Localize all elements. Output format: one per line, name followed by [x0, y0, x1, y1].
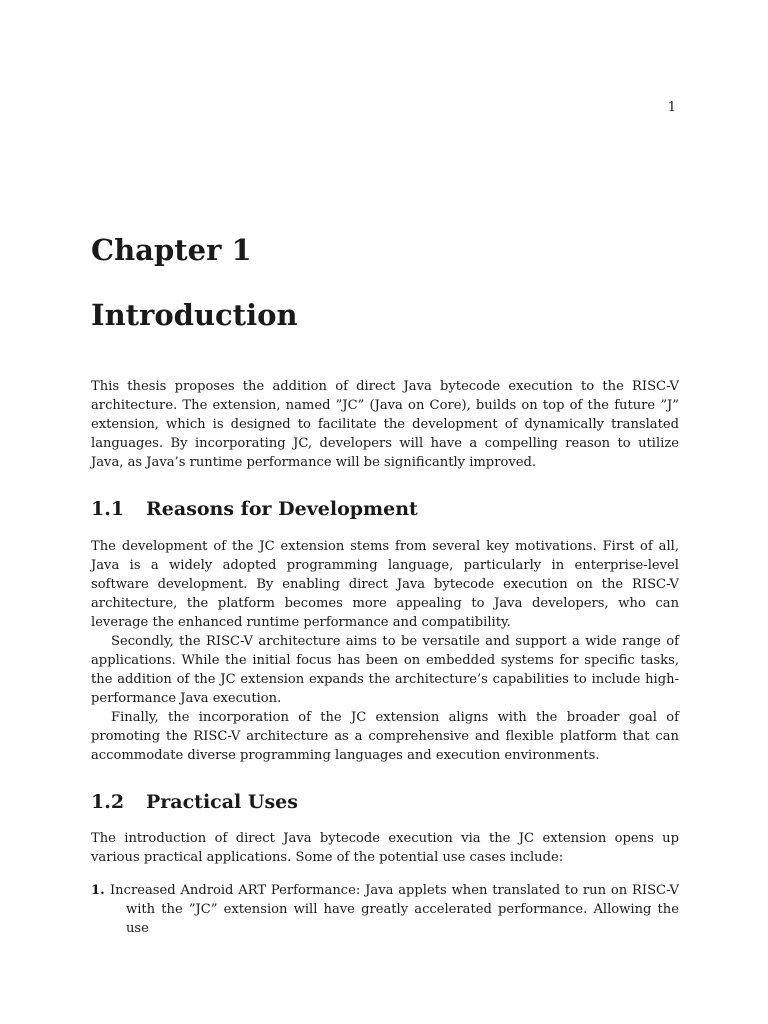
paragraph: The development of the JC extension stems from several key motivations. First of all, Java is a widely adopted programming language, particularly in enterprise-level software development. By enabling direct Java bytecode execution on the RISC-V architecture, the platform becomes more appealing to Java developers, who can leverage the enhanced runtime performance and compatibility.	[91, 538, 679, 630]
list-marker: 1.	[91, 883, 105, 899]
section-number: 1.1	[91, 498, 125, 521]
paragraph: Secondly, the RISC-V architecture aims to be versatile and support a wide range of applications. While the initial focus has been on embedded systems for specific tasks, the addition of the JC extension expands the architecture’s capabilities to include high-performance Java execution.	[91, 633, 679, 706]
chapter-label: Chapter 1	[91, 233, 252, 267]
list-item-text: Increased Android ART Performance: Java applets when translated to run on RISC-V with the ”JC” extension will have greatly accelerated performance. Allowing the use	[110, 883, 679, 937]
use-case-list	[91, 881, 679, 938]
page-number: 1	[667, 100, 676, 115]
chapter-title: Introduction	[91, 297, 298, 332]
section-title: Practical Uses	[146, 790, 298, 813]
list-item	[91, 881, 679, 938]
paragraph: The introduction of direct Java bytecode execution via the JC extension opens up various practical applications. Some of the potential use cases include:	[91, 831, 679, 866]
intro-paragraph: This thesis proposes the addition of direct Java bytecode execution to the RISC-V architecture. The extension, named ”JC” (Java on Core), builds on top of the future ”J” extension, which is designed to facilitate the development of dynamically translated languages. By incorporating JC, developers will have a compelling reason to utilize Java, as Java’s runtime performance will be significantly improved.	[91, 379, 679, 471]
section-number: 1.2	[91, 790, 125, 813]
section-title: Reasons for Development	[146, 498, 418, 521]
paragraph: Finally, the incorporation of the JC extension aligns with the broader goal of promoting the RISC-V architecture as a comprehensive and flexible platform that can accommodate diverse programming languages and execution environments.	[91, 709, 679, 763]
page-content	[91, 230, 679, 938]
section-heading-reasons	[91, 496, 679, 523]
section-heading-practical-uses	[91, 789, 679, 816]
